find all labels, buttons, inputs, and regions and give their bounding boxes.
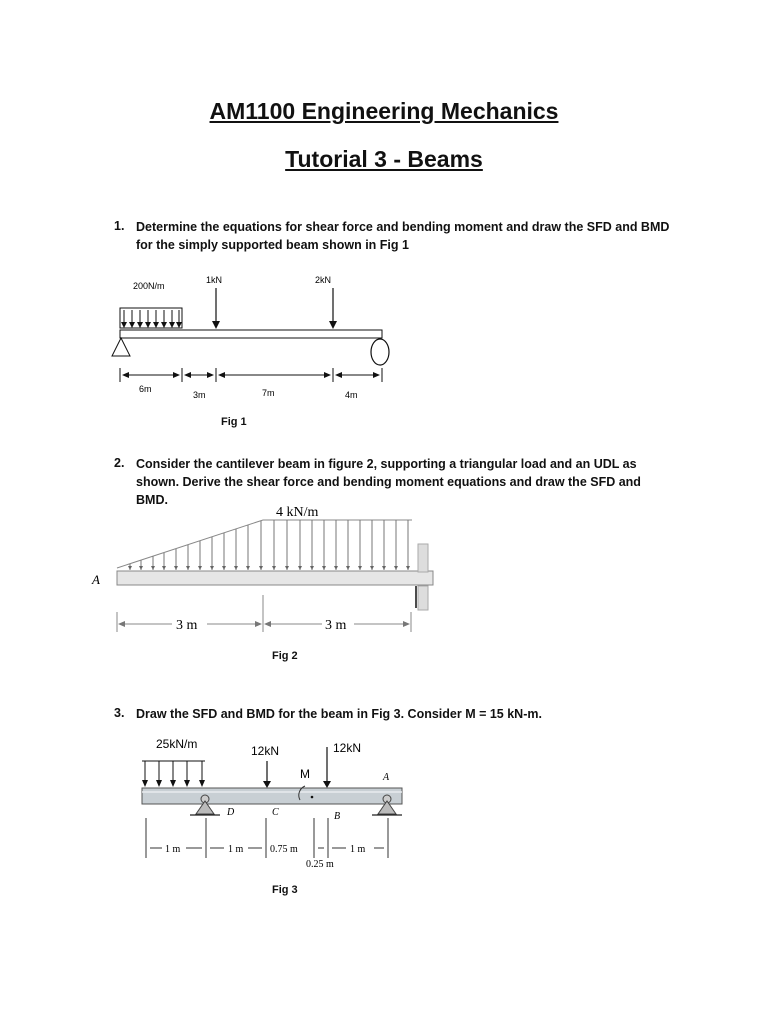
fig3-point-d: D xyxy=(227,807,235,818)
figure-2-caption: Fig 2 xyxy=(272,650,298,662)
question-1-number: 1. xyxy=(114,219,125,233)
fig2-beam xyxy=(117,571,433,585)
fig3-beam xyxy=(142,788,402,804)
fig2-end-label: A xyxy=(92,572,100,587)
fig3-dim-2: 1 m xyxy=(228,844,244,855)
fig3-point-a: A xyxy=(383,772,390,783)
document-title: AM1100 Engineering Mechanics xyxy=(209,98,559,124)
fig3-point-c: C xyxy=(272,807,279,818)
fig3-dim-1: 1 m xyxy=(165,844,181,855)
fig1-udl-label: 200N/m xyxy=(133,281,165,291)
fig2-dim-1: 3 m xyxy=(176,618,198,633)
fig1-dim-4m: 4m xyxy=(345,390,358,400)
question-3-text: Draw the SFD and BMD for the beam in Fig 3. Consider M = 15 kN-m. xyxy=(136,707,542,721)
question-2-text: Consider the cantilever beam in figure 2, supporting a triangular load and an UDL as shown. Derive the shear force and bending moment equations and draw the SFD and BMD. xyxy=(136,457,641,507)
figure-2 xyxy=(0,500,768,640)
fig3-load1-label: 12kN xyxy=(251,744,280,758)
figure-1 xyxy=(0,270,768,410)
fig2-dim-2: 3 m xyxy=(325,618,347,633)
fig3-dim-4: 0.25 m xyxy=(306,859,334,870)
fig3-moment-label: M xyxy=(300,767,310,781)
fig3-dim-5: 1 m xyxy=(350,844,366,855)
figure-1-caption: Fig 1 xyxy=(221,416,247,428)
fig2-wall-bottom xyxy=(418,586,428,610)
fig3-point-b: B xyxy=(334,811,341,822)
fig1-dim-6m: 6m xyxy=(139,384,152,394)
fig1-load2-label: 2kN xyxy=(315,275,332,285)
figure-3-caption: Fig 3 xyxy=(272,884,298,896)
fig1-load1-label: 1kN xyxy=(206,275,223,285)
fig1-pin-support xyxy=(112,338,130,356)
fig2-load-outline xyxy=(117,520,412,568)
fig2-wall-top xyxy=(418,544,428,572)
fig2-load-arrows xyxy=(130,520,408,570)
question-3-number: 3. xyxy=(114,706,125,720)
fig1-beam xyxy=(120,330,382,338)
fig2-load-label: 4 kN/m xyxy=(276,505,319,520)
question-1-text: Determine the equations for shear force and bending moment and draw the SFD and BMD for the simply supported beam shown in Fig 1 xyxy=(136,220,670,252)
fig3-load2-label: 12kN xyxy=(333,741,362,755)
fig2-dimensions xyxy=(117,595,411,632)
fig1-roller-support xyxy=(371,339,389,365)
fig1-dim-7m: 7m xyxy=(262,388,275,398)
fig3-udl-label: 25kN/m xyxy=(156,737,198,751)
document-subtitle: Tutorial 3 - Beams xyxy=(285,146,483,172)
figure-3 xyxy=(0,730,768,875)
question-2-number: 2. xyxy=(114,456,125,470)
fig1-dim-3m: 3m xyxy=(193,390,206,400)
fig1-dimensions xyxy=(120,368,382,382)
fig3-dim-3: 0.75 m xyxy=(270,844,298,855)
